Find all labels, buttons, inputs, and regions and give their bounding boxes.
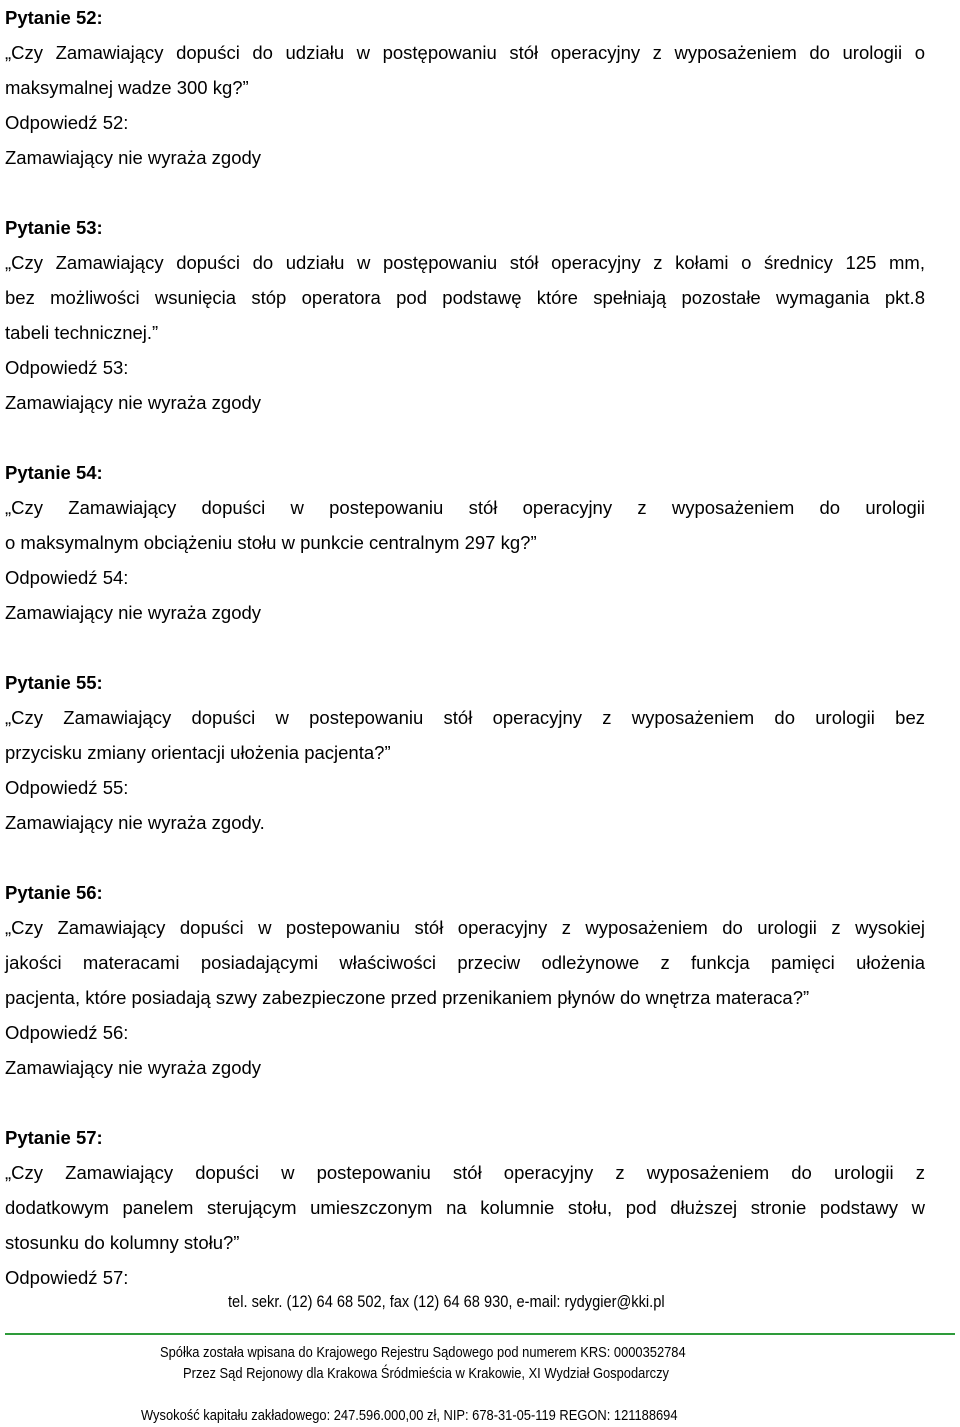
question-text-line: „Czy Zamawiający dopuści do udziału w postępowaniu stół operacyjny z wyposażeniem do urologii o: [5, 42, 925, 63]
answer-text: Zamawiający nie wyraża zgody.: [5, 812, 265, 833]
qa-item: [5, 455, 925, 630]
answer-label: Odpowiedź 54:: [5, 567, 129, 588]
question-label: Pytanie 56:: [5, 882, 103, 903]
spacer: [5, 840, 925, 875]
question-text-line: „Czy Zamawiający dopuści w postepowaniu stół operacyjny z wyposażeniem do urologii bez: [5, 707, 925, 728]
question-label: Pytanie 54:: [5, 462, 103, 483]
spacer: [5, 1085, 925, 1120]
qa-item: [5, 0, 925, 175]
footer-divider: [5, 1333, 955, 1335]
question-text-line: dodatkowym panelem sterującym umieszczonym na kolumnie stołu, pod dłuższej stronie podstawy w: [5, 1197, 925, 1218]
question-text-line: przycisku zmiany orientacji ułożenia pacjenta?”: [5, 742, 391, 763]
spacer: [5, 630, 925, 665]
spacer: [5, 420, 925, 455]
question-label: Pytanie 53:: [5, 217, 103, 238]
question-text-line: „Czy Zamawiający dopuści w postepowaniu stół operacyjny z wyposażeniem do urologii: [5, 497, 925, 518]
question-label: Pytanie 55:: [5, 672, 103, 693]
question-text-line: maksymalnej wadze 300 kg?”: [5, 77, 249, 98]
question-text-line: pacjenta, które posiadają szwy zabezpieczone przed przenikaniem płynów do wnętrza materaca?”: [5, 987, 810, 1008]
answer-text: Zamawiający nie wyraża zgody: [5, 147, 262, 168]
footer-registry-line: Spółka została wpisana do Krajowego Rejestru Sądowego pod numerem KRS: 0000352784: [160, 1344, 686, 1361]
answer-label: Odpowiedź 57:: [5, 1267, 129, 1288]
question-text-line: bez możliwości wsunięcia stóp operatora pod podstawę które spełniają pozostałe wymagania pkt.8: [5, 287, 925, 308]
answer-label: Odpowiedź 56:: [5, 1022, 129, 1043]
answer-label: Odpowiedź 55:: [5, 777, 129, 798]
answer-label: Odpowiedź 52:: [5, 112, 129, 133]
question-label: Pytanie 52:: [5, 7, 103, 28]
answer-label: Odpowiedź 53:: [5, 357, 129, 378]
footer-contact: tel. sekr. (12) 64 68 502, fax (12) 64 68 930, e-mail: rydygier@kki.pl: [228, 1292, 665, 1311]
question-text-line: tabeli technicznej.”: [5, 322, 159, 343]
question-text-line: stosunku do kolumny stołu?”: [5, 1232, 240, 1253]
qa-item: [5, 665, 925, 840]
question-text-line: „Czy Zamawiający dopuści do udziału w postępowaniu stół operacyjny z kołami o średnicy 125 mm,: [5, 252, 925, 273]
qa-item: [5, 875, 925, 1085]
question-text-line: „Czy Zamawiający dopuści w postepowaniu stół operacyjny z wyposażeniem do urologii z wysokiej: [5, 917, 925, 938]
question-text-line: „Czy Zamawiający dopuści w postepowaniu stół operacyjny z wyposażeniem do urologii z: [5, 1162, 925, 1183]
question-text-line: jakości materacami posiadającymi właściwości przeciw odleżynowe z funkcja pamięci ułożenia: [5, 952, 925, 973]
answer-text: Zamawiający nie wyraża zgody: [5, 392, 262, 413]
footer-capital-line: Wysokość kapitału zakładowego: 247.596.000,00 zł, NIP: 678-31-05-119 REGON: 121188694: [141, 1407, 678, 1424]
spacer: [5, 175, 925, 210]
qa-item: [5, 1120, 925, 1295]
question-text-line: o maksymalnym obciążeniu stołu w punkcie centralnym 297 kg?”: [5, 532, 537, 553]
document-body: [5, 0, 925, 1295]
answer-text: Zamawiający nie wyraża zgody: [5, 1057, 262, 1078]
answer-text: Zamawiający nie wyraża zgody: [5, 602, 262, 623]
qa-item: [5, 210, 925, 420]
footer-registry-line: Przez Sąd Rejonowy dla Krakowa Śródmieścia w Krakowie, XI Wydział Gospodarczy: [183, 1365, 669, 1382]
question-label: Pytanie 57:: [5, 1127, 103, 1148]
